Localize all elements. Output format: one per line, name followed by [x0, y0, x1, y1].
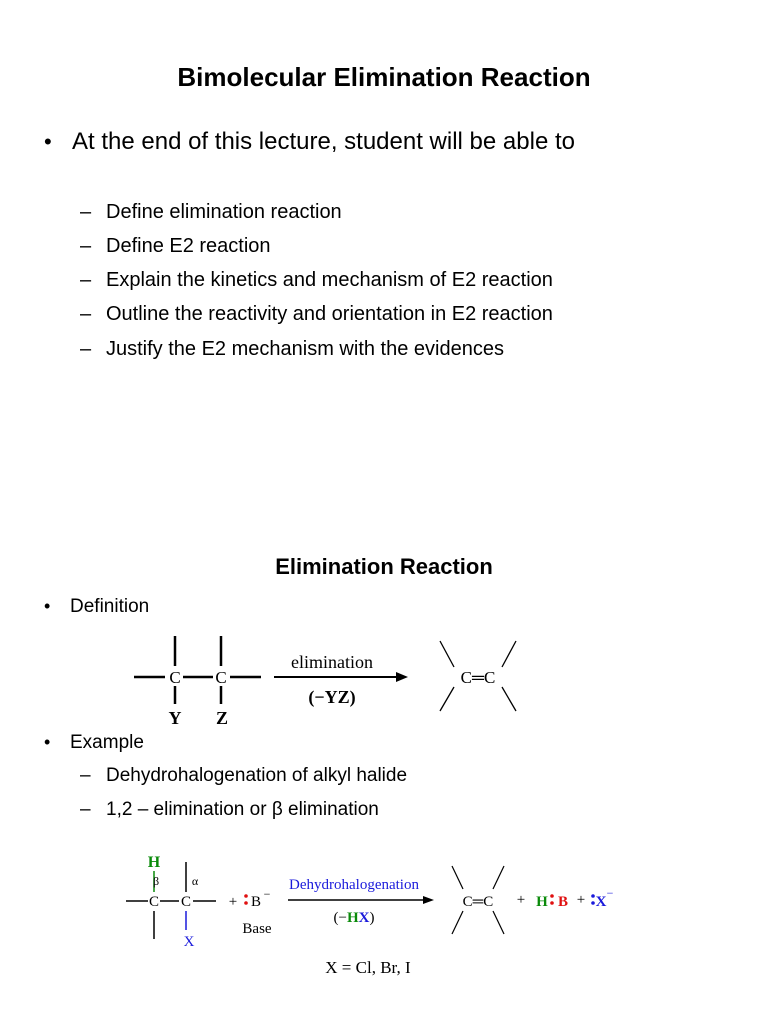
- arrow-head: [423, 896, 434, 904]
- arrow-label-bottom: [334, 910, 375, 926]
- objective-text: Justify the E2 mechanism with the evidences: [106, 338, 504, 360]
- hydrogen-atom: H: [147, 854, 161, 871]
- arrow-label-top: elimination: [291, 652, 373, 672]
- plus-sign: +: [228, 894, 238, 910]
- alkene-product: C═C: [460, 668, 496, 687]
- base-charge: −: [263, 887, 271, 901]
- dash-marker: –: [80, 235, 92, 257]
- carbon-atom: C: [148, 894, 160, 910]
- arrow-label-bottom: (−YZ): [308, 687, 356, 707]
- dehydrohalogenation-scheme: [0, 845, 768, 985]
- bullet-marker: •: [44, 732, 51, 752]
- lone-pair-dot: [591, 894, 595, 898]
- bullet-text: At the end of this lecture, student will be able to: [72, 128, 575, 155]
- objective-text: Define E2 reaction: [106, 235, 271, 257]
- dash-marker: –: [80, 269, 92, 291]
- alpha-label: α: [191, 874, 199, 888]
- objective-item: [80, 235, 271, 258]
- bond-line: [452, 911, 463, 934]
- substituent-y: Y: [168, 708, 182, 728]
- h-highlight: H: [346, 910, 359, 926]
- halide-charge: −: [606, 886, 614, 900]
- bullet-definition: [44, 596, 149, 618]
- example-text: 1,2 – elimination or β elimination: [106, 799, 379, 820]
- objective-item: [80, 269, 553, 292]
- lone-pair-dot: [244, 901, 248, 905]
- halogen-note: X = Cl, Br, I: [325, 958, 411, 977]
- slide-title: Elimination Reaction: [275, 554, 493, 579]
- paren-close: ): [369, 910, 375, 926]
- plus-sign: +: [576, 892, 586, 908]
- lone-pair-dot: [550, 894, 554, 898]
- objective-text: Define elimination reaction: [106, 201, 342, 223]
- objective-text: Explain the kinetics and mechanism of E2 reaction: [106, 269, 553, 291]
- bullet-intro: [44, 128, 575, 156]
- bullet-example: [44, 732, 144, 754]
- objective-item: [80, 201, 342, 224]
- hb-base: B: [557, 894, 569, 910]
- dash-marker: –: [80, 303, 92, 325]
- lone-pair-dot: [550, 901, 554, 905]
- plus-sign: +: [516, 892, 526, 908]
- beta-label: β: [152, 874, 160, 888]
- halide-ion: X: [595, 894, 607, 910]
- example-text: Dehydrohalogenation of alkyl halide: [106, 765, 408, 786]
- example-item: [80, 765, 407, 787]
- dash-marker: –: [80, 765, 91, 786]
- objective-item: [80, 338, 504, 361]
- bond-line: [493, 866, 504, 889]
- objective-item: [80, 303, 553, 326]
- bond-line: [502, 641, 516, 667]
- bullet-text: Definition: [70, 596, 150, 617]
- slide-title: Bimolecular Elimination Reaction: [177, 62, 591, 92]
- bullet-marker: •: [44, 596, 51, 616]
- bond-line: [440, 641, 454, 667]
- bullet-marker: •: [44, 129, 52, 154]
- dash-marker: –: [80, 338, 92, 360]
- base-label: Base: [242, 921, 272, 937]
- bullet-text: Example: [70, 732, 144, 753]
- substituent-z: Z: [215, 708, 229, 728]
- elimination-scheme: [0, 630, 768, 740]
- x-highlight: X: [358, 910, 370, 926]
- carbon-atom: C: [169, 668, 181, 687]
- slide-elimination: [0, 500, 768, 1024]
- alkene-product: C═C: [462, 894, 494, 910]
- bond-line: [493, 911, 504, 934]
- bond-line: [440, 687, 454, 711]
- carbon-atom: C: [180, 894, 192, 910]
- carbon-atom: C: [215, 668, 227, 687]
- dash-marker: –: [80, 201, 92, 223]
- arrow-head: [396, 672, 408, 682]
- base-symbol: B: [250, 894, 262, 910]
- hb-hydrogen: H: [536, 894, 548, 910]
- bond-line: [452, 866, 463, 889]
- lone-pair-dot: [591, 901, 595, 905]
- paren-open: (−: [333, 910, 347, 926]
- objective-text: Outline the reactivity and orientation in E2 reaction: [106, 303, 553, 325]
- slide-objectives: [0, 0, 768, 500]
- lone-pair-dot: [244, 894, 248, 898]
- bond-line: [502, 687, 516, 711]
- dash-marker: –: [80, 799, 91, 820]
- example-item: [80, 799, 379, 821]
- arrow-label-top: Dehydrohalogenation: [289, 877, 419, 893]
- halogen-atom: X: [183, 934, 195, 950]
